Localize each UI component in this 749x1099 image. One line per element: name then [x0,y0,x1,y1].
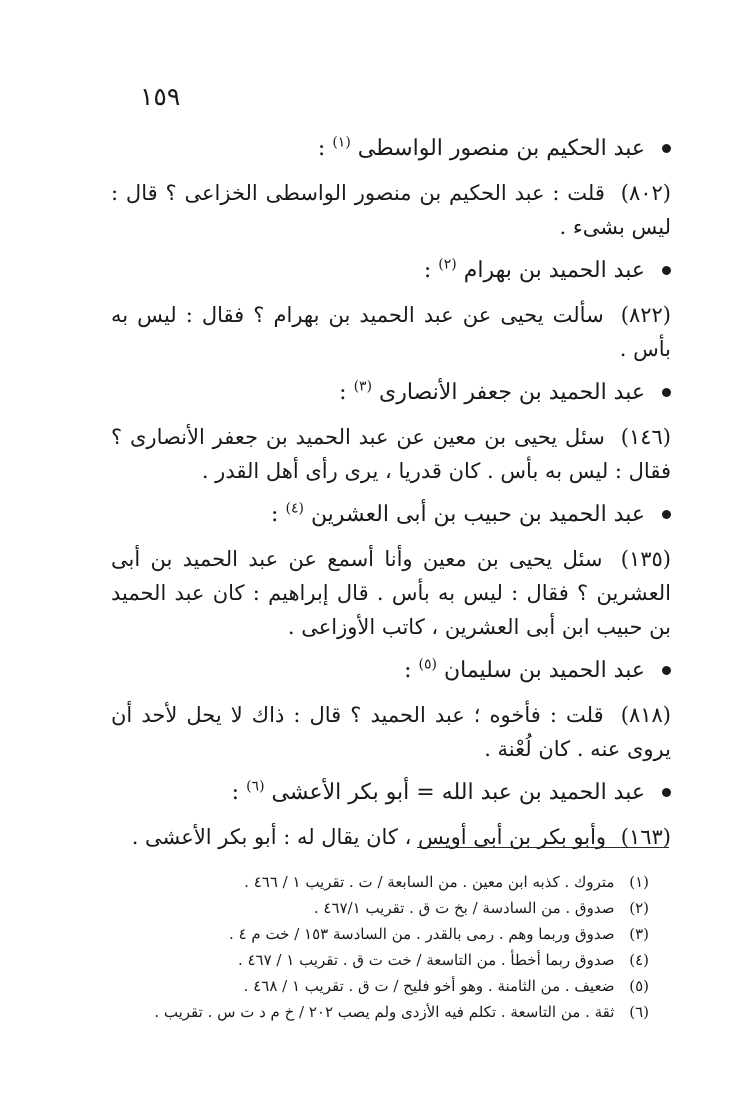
footnote-ref[interactable]: (٦) [246,778,265,795]
entry-colon: : [317,136,326,161]
footnote-ref[interactable]: (٣) [353,378,373,395]
entries-list [111,134,671,866]
entry-name: عبد الحكيم بن منصور الواسطى [357,136,645,161]
footnote-2 [109,895,649,921]
footnote-divider [417,847,669,848]
entry-colon: : [404,658,412,683]
footnote-1 [109,869,649,895]
footnote-text: ثقة . من التاسعة . تكلم فيه الأزدى ولم يصب ٢٠٢ / خ م د ت س . تقريب . [154,1003,615,1021]
entry-colon: : [231,780,240,805]
entry-number: (١٦٣) [620,825,671,849]
footnote-number: (٢) [629,899,649,917]
entry-body [111,820,671,854]
entry-4 [111,500,671,644]
entry-2 [111,256,671,366]
entry-5 [111,656,671,766]
entry-number: (٨٠٢) [620,181,671,205]
entry-name: عبد الحميد بن جعفر الأنصارى [379,380,645,405]
bullet-icon [662,388,671,397]
entry-heading [111,134,671,164]
footnote-text: صدوق وربما وهم . رمى بالقدر . من السادسة ١٥٣ / خت م ٤ . [229,925,615,943]
bullet-icon [662,788,671,797]
entry-text: سئل يحيى بن معين وأنا أسمع عن عبد الحميد بن أبى العشرين ؟ فقال : ليس به بأس . قال إبراهيم : كان عبد الحميد بن حبيب ابن أبى العشرين ، كاتب الأوزاعى . [111,547,671,639]
bullet-icon [662,510,671,519]
entry-body [111,698,671,766]
footnote-3 [109,921,649,947]
entry-number: (٨١٨) [620,703,671,727]
entry-name: عبد الحميد بن بهرام [463,258,645,283]
footnote-6 [109,999,649,1025]
footnote-number: (٥) [629,977,649,995]
entry-number: (١٣٥) [620,547,671,571]
entry-name: عبد الحميد بن عبد الله = أبو بكر الأعشى [271,780,645,805]
bullet-icon [662,144,671,153]
entry-name: عبد الحميد بن حبيب بن أبى العشرين [310,502,645,527]
footnote-5 [109,973,649,999]
entry-6 [111,778,671,854]
entry-colon: : [423,258,432,283]
entry-text: وأبو بكر بن أبى أويس ، كان يقال له : أبو بكر الأعشى . [131,825,607,849]
bullet-icon [662,266,671,275]
entry-heading [111,778,671,808]
footnote-number: (٦) [629,1003,649,1021]
entry-text: قلت : فأخوه ؛ عبد الحميد ؟ قال : ذاك لا يحل لأحد أن يروى عنه . كان لُعْنة . [111,703,671,761]
entry-body [111,298,671,366]
entry-body [111,542,671,644]
page-number: ١٥٩ [140,82,181,111]
entry-body [111,420,671,488]
footnote-ref[interactable]: (٥) [418,656,437,673]
entry-body [111,176,671,244]
bullet-icon [662,666,671,675]
footnote-number: (٤) [629,951,649,969]
entry-heading [111,500,671,530]
footnote-number: (١) [629,873,649,891]
footnote-ref[interactable]: (١) [332,134,351,151]
footnote-text: صدوق ربما أخطأ . من التاسعة / خت ت ق . تقريب ١ / ٤٦٧ . [237,951,615,969]
entry-heading [111,656,671,686]
entry-heading [111,378,671,408]
entry-name: عبد الحميد بن سليمان [443,658,645,683]
entry-colon: : [271,502,279,527]
entry-number: (٨٢٢) [620,303,671,327]
entry-colon: : [339,380,347,405]
footnote-ref[interactable]: (٢) [438,256,457,273]
entry-3 [111,378,671,488]
footnote-4 [109,947,649,973]
entry-text: سألت يحيى عن عبد الحميد بن بهرام ؟ فقال : ليس به بأس . [111,303,671,361]
footnote-text: ضعيف . من الثامنة . وهو أخو فليح / ت ق . تقريب ١ / ٤٦٨ . [243,977,615,995]
footnotes-section [109,869,649,1025]
footnote-ref[interactable]: (٤) [285,500,304,517]
footnote-text: صدوق . من السادسة / بخ ت ق . تقريب ٤٦٧/١ . [313,899,615,917]
entry-1 [111,134,671,244]
footnote-text: متروك . كذبه ابن معين . من السابعة / ت . تقريب ١ / ٤٦٦ . [244,873,615,891]
entry-number: (١٤٦) [620,425,671,449]
entry-heading [111,256,671,286]
entry-text: سئل يحيى بن معين عن عبد الحميد بن جعفر الأنصارى ؟ فقال : ليس به بأس . كان قدريا ، يرى رأى أهل القدر . [111,425,671,483]
footnote-number: (٣) [629,925,649,943]
entry-text: قلت : عبد الحكيم بن منصور الواسطى الخزاعى ؟ قال : ليس بشىء . [111,181,671,239]
